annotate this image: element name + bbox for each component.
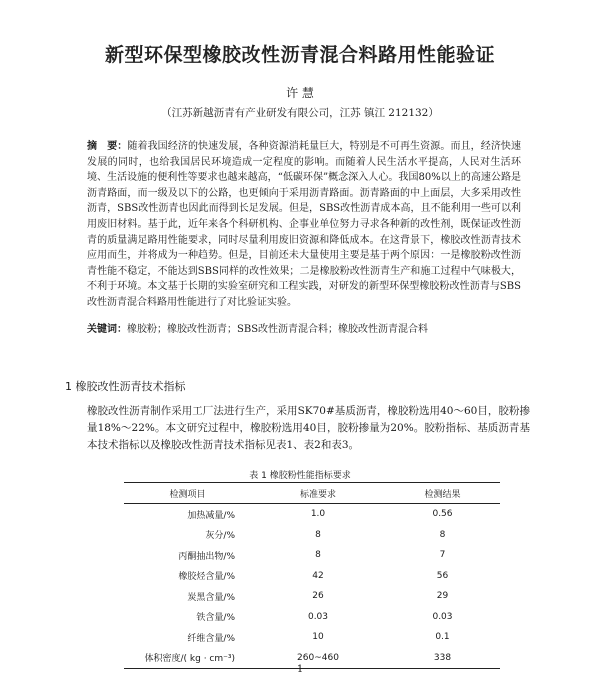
table-header-cell: 检测项目 — [124, 483, 251, 504]
abstract — [87, 139, 521, 311]
table-cell: 炭黑含量/% — [187, 592, 235, 603]
table-cell: 8 — [439, 529, 446, 540]
table-cell: 0.1 — [435, 632, 450, 643]
table-cell: 8 — [315, 550, 321, 561]
table-header-row — [124, 483, 500, 504]
paper-title: 新型环保型橡胶改性沥青混合料路用性能验证 — [104, 44, 495, 66]
section-heading: 1 橡胶改性沥青技术指标 — [65, 380, 186, 393]
table-row — [124, 525, 500, 546]
table-caption: 表 1 橡胶粉性能指标要求 — [249, 471, 351, 481]
table-header-cell: 检测结果 — [385, 483, 500, 504]
section-paragraph: 橡胶改性沥青制作采用工厂法进行生产，采用SK70#基质沥青，橡胶粉选用40～60目，胶粉掺量18%～22%。本文研究过程中，橡胶粉选用40目，胶粉掺量为20%。胶粉指标、基质沥青基本技术指标以及橡胶改性沥青技术指标见表1、表2和表3。 — [87, 405, 530, 451]
author-affiliation: （江苏新越沥青有产业研发有限公司，江苏 镇江 212132） — [161, 107, 439, 119]
table-cell: 26 — [312, 591, 324, 602]
abstract-label: 摘 要： — [87, 141, 128, 152]
table-cell: 10 — [312, 632, 324, 643]
table-cell: 42 — [312, 570, 324, 581]
table-cell: 1.0 — [310, 509, 326, 520]
table-row — [124, 504, 500, 525]
table-row — [124, 627, 500, 648]
table-cell: 7 — [439, 550, 446, 561]
table-cell: 0.03 — [432, 611, 453, 622]
table-header-cell: 标准要求 — [251, 483, 385, 504]
abstract-text: 随着我国经济的快速发展，各种资源消耗量巨大，特别是不可再生资源。而且，经济快速发展的同时，也给我国居民环境造成一定程度的影响。而随着人民生活水平提高，人民对生活环境、生活设施的便利性等要求也越来越高，“低碳环保”概念深入人心。我国80%以上的高速公路是沥青路面，而一级及以下的公路，也更倾向于采用沥青路面。沥青路面的中上面层，大多采用改性沥青，SBS改性沥青也因此而得到长足发展。但是，SBS改性沥青成本高，且不能利用一些可以利用废旧材料。基于此，近年来各个科研机构、企事业单位努力寻求各种新的改性剂，既保证改性沥青的质量满足路用性能要求，同时尽量利用废旧资源和降低成本。在这背景下，橡胶改性沥青技术应用而生，并将成为一种趋势。但是，目前还未大量使用主要是基于两个原因：一是橡胶粉改性沥青性能不稳定，不能达到SBS同样的改性效果；二是橡胶粉改性沥青生产和施工过程中气味极大，不利于环境。本文基于长期的实验室研究和工程实践，对研发的新型环保型橡胶粉改性沥青与SBS改性沥青混合料路用性能进行了对比验证实验。 — [87, 141, 522, 308]
table-cell: 29 — [436, 591, 449, 602]
keywords — [87, 322, 537, 337]
table-cell: 加热减量/% — [187, 510, 235, 521]
table-cell: 铁含量/% — [196, 613, 235, 624]
keywords-text: 橡胶粉；橡胶改性沥青；SBS改性沥青混合料；橡胶改性沥青混合料 — [127, 324, 429, 335]
author-name: 许 慧 — [286, 86, 314, 100]
page-number: 1 — [296, 664, 304, 675]
table-cell: 体积密度/( kg · cm⁻³) — [124, 648, 251, 669]
table-cell: 8 — [315, 529, 321, 540]
table-cell: 260~460 — [251, 648, 385, 669]
table-row — [124, 586, 500, 607]
keywords-label: 关键词： — [87, 324, 127, 335]
table-row — [124, 545, 500, 566]
table-cell: 0.56 — [432, 509, 453, 520]
table-row — [124, 607, 500, 628]
table-cell: 灰分/% — [205, 531, 235, 542]
table-cell: 338 — [385, 648, 500, 669]
table-row — [124, 566, 500, 587]
table-cell: 橡胶烃含量/% — [178, 572, 235, 583]
table-cell: 丙酮抽出物/% — [178, 551, 235, 562]
table-cell: 纤维含量/% — [187, 633, 235, 644]
table-cell: 0.03 — [307, 611, 329, 622]
table-cell: 56 — [436, 570, 449, 581]
rubber-powder-table — [124, 482, 500, 669]
